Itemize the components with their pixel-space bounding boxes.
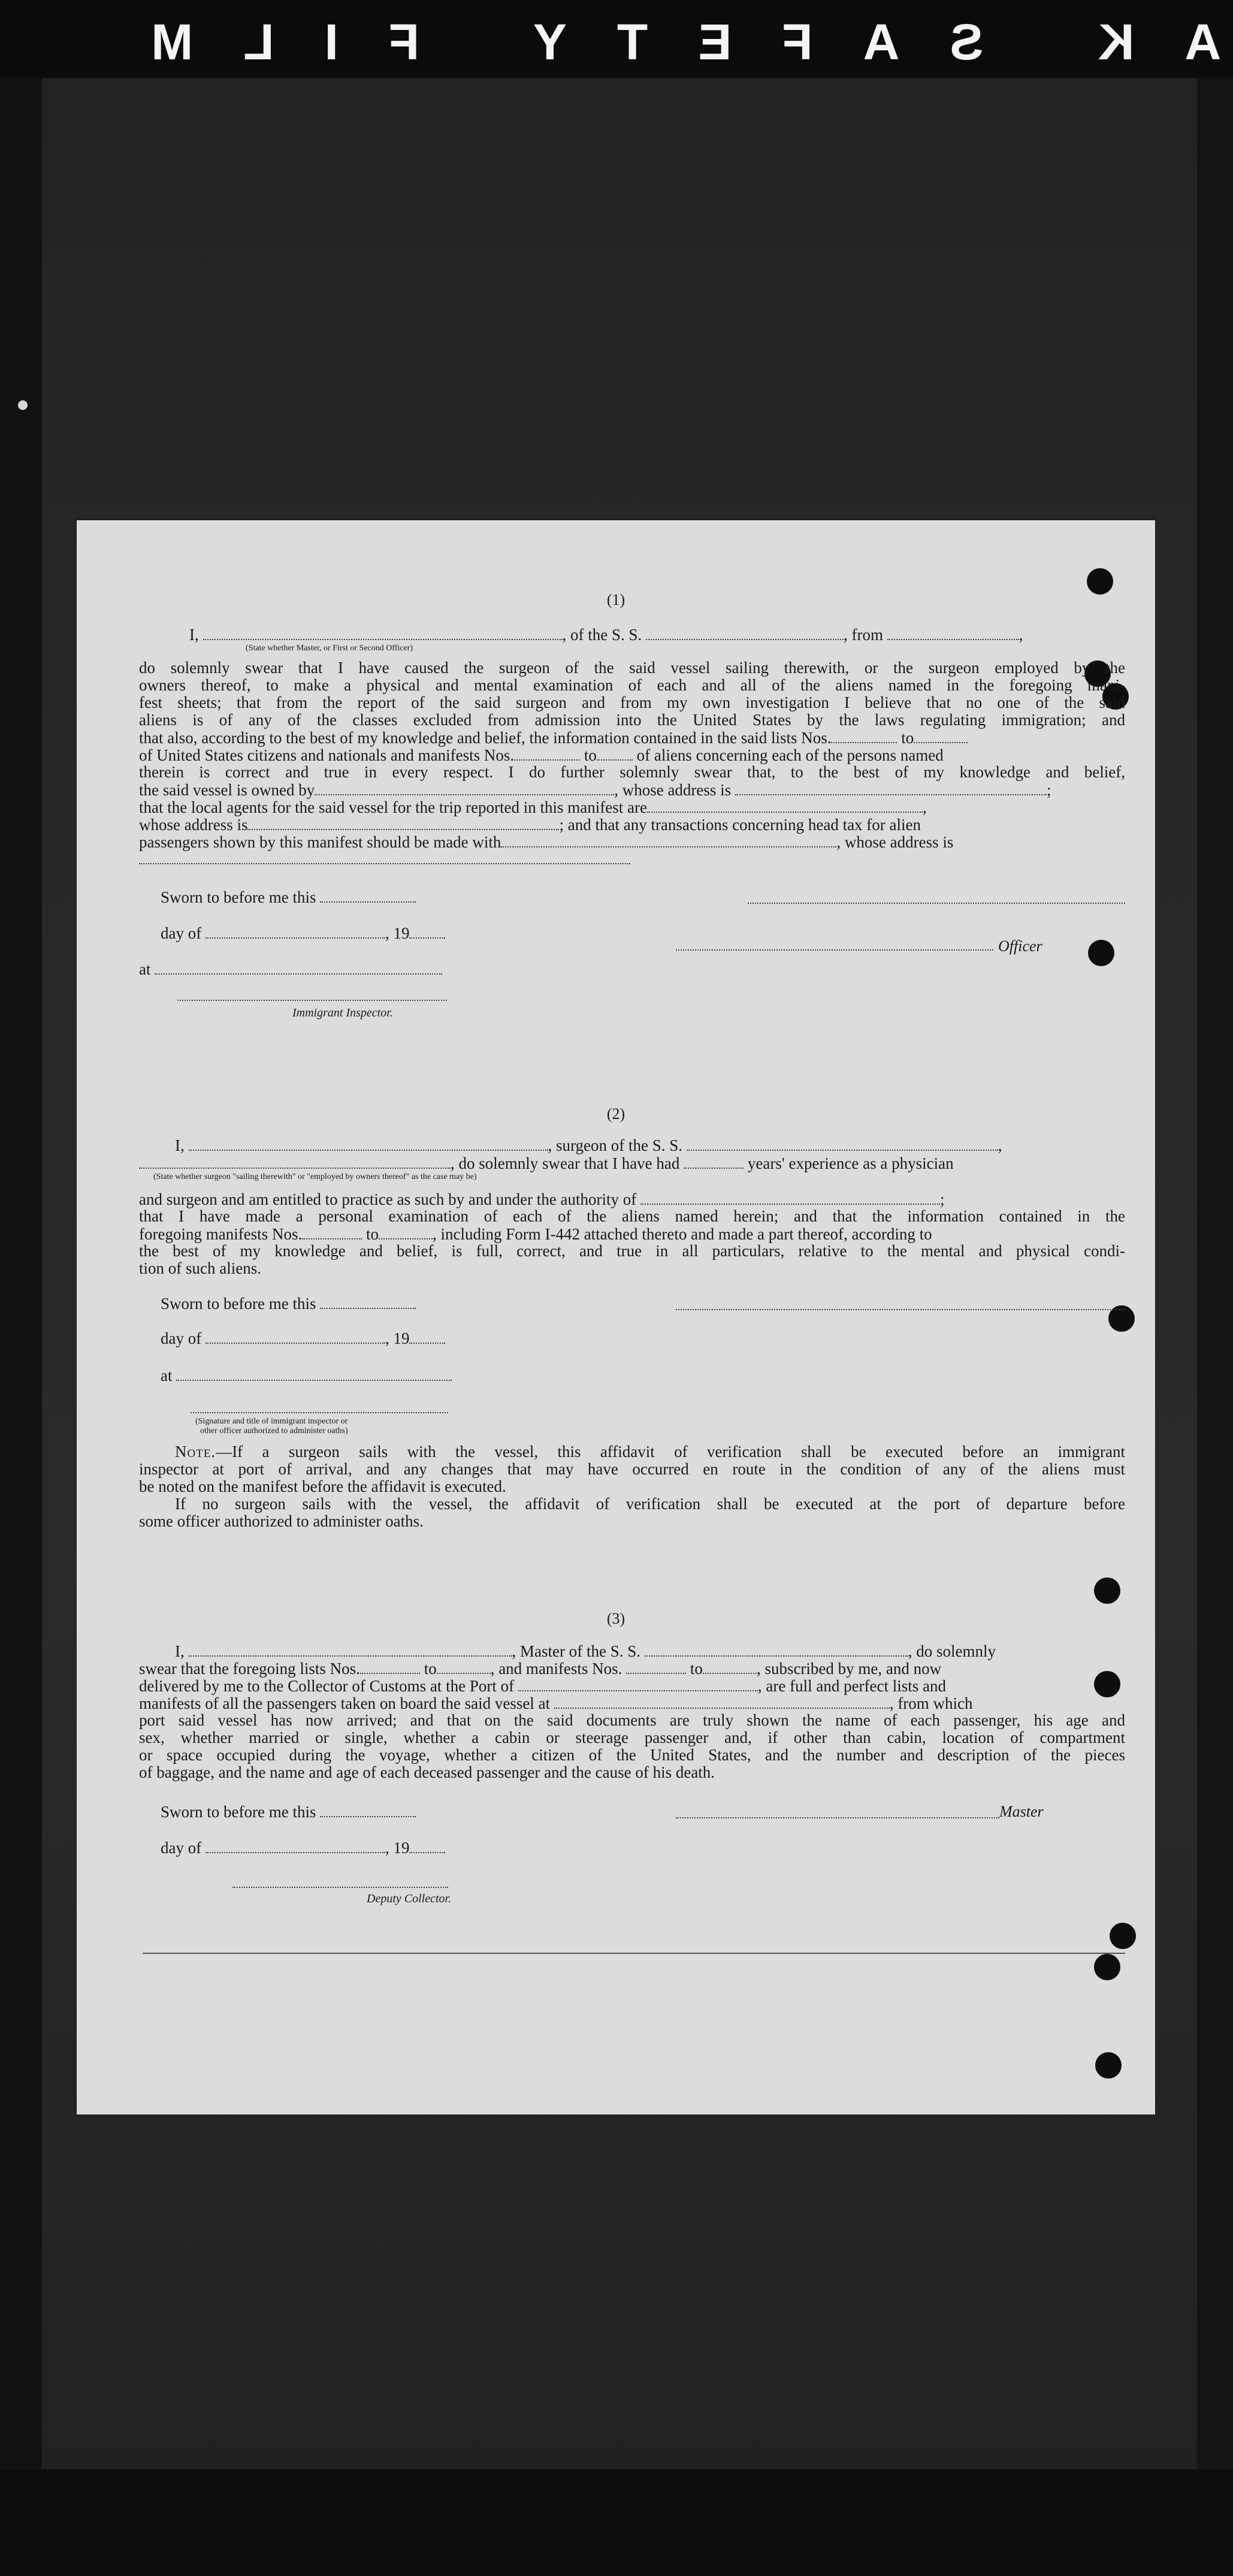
blank-month — [206, 924, 385, 939]
text: ; and that any transactions concerning head tax for alien — [559, 816, 921, 834]
section-3-line: or space occupied during the voyage, whether a citizen of the United States, and the number and description of the pieces — [139, 1746, 1125, 1764]
blank — [379, 1225, 433, 1239]
text: swear that the foregoing lists Nos. — [139, 1660, 360, 1678]
blank-day — [320, 888, 416, 903]
section-1-caption: (State whether Master, or First or Second Officer) — [246, 644, 413, 653]
film-speck — [18, 400, 28, 410]
blank-port — [518, 1677, 758, 1691]
blank-authority — [640, 1190, 940, 1205]
section-1-para-line — [139, 833, 1125, 851]
text: , and manifests Nos. — [490, 1660, 622, 1678]
section-3-line-1 — [139, 1642, 1125, 1660]
section-1-line-1: I, , of the S. S. , from , — [189, 626, 1023, 644]
section-3-line: sex, whether married or single, whether a cabin or steerage passenger and, if other than cabin, location of compartment — [139, 1729, 1125, 1747]
text: I, — [175, 1136, 185, 1154]
surgeon-signature-line — [676, 1309, 1125, 1310]
blank-agents-address — [247, 816, 559, 830]
text: to — [584, 746, 597, 764]
text: Sworn to before me this — [161, 1803, 316, 1821]
collector-label: Deputy Collector. — [367, 1892, 452, 1905]
text: passengers shown by this manifest should be made with — [139, 833, 501, 851]
text: to — [365, 1225, 379, 1243]
text: , Master of the S. S. — [512, 1642, 640, 1660]
text: I, — [175, 1642, 185, 1660]
blank — [626, 1660, 686, 1674]
text: that also, according to the best of my knowledge and belief, the information contained in the said lists Nos. — [139, 729, 832, 747]
film-left-edge — [0, 78, 42, 2576]
section-3-line-4 — [139, 1694, 1125, 1712]
text: to — [901, 729, 914, 747]
text: day of — [161, 924, 202, 942]
text: at — [139, 960, 151, 978]
inspector-signature-line — [191, 1412, 448, 1413]
text: the said vessel is owned by — [139, 781, 315, 799]
inspector-signature-line — [177, 1000, 447, 1001]
text: and surgeon and am entitled to practice as such by and under the authority of — [139, 1190, 637, 1208]
section-2-line: the best of my knowledge and belief, is full, correct, and true in all particulars, relative to the mental and physical condi- — [139, 1242, 1125, 1260]
film-header-strip — [0, 0, 1233, 78]
punch-hole — [1094, 1577, 1120, 1604]
blank — [437, 1660, 491, 1674]
text: some officer authorized to administer oaths. — [139, 1512, 424, 1530]
section-1-para-line: do solemnly swear that I have caused the surgeon of the said vessel sailing therewith, or the surgeon employed by the — [139, 659, 1125, 677]
section-2-at — [161, 1367, 580, 1384]
blank-surgeon-status — [139, 1154, 451, 1169]
text: day of — [161, 1839, 202, 1857]
section-2-caption: (State whether surgeon "sailing therewith" or "employed by owners thereof" as the case may be) — [153, 1172, 477, 1181]
section-3-day — [161, 1839, 580, 1857]
master-label: Master — [999, 1803, 1044, 1820]
punch-hole — [1095, 2052, 1122, 2079]
text: , are full and perfect lists and — [757, 1677, 947, 1695]
blank-ship-name — [645, 1642, 908, 1657]
blank-place — [155, 960, 442, 975]
blank — [703, 1660, 757, 1674]
blank — [831, 729, 897, 743]
text: , subscribed by me, and now — [756, 1660, 942, 1678]
blank-month — [206, 1329, 385, 1344]
text: foregoing manifests Nos. — [139, 1225, 303, 1243]
blank-year — [409, 924, 445, 939]
section-1-para-line — [139, 746, 1125, 764]
section-2-line-2 — [139, 1154, 1125, 1172]
section-2-sig-caption: other officer authorized to administer oaths) — [200, 1426, 348, 1435]
blank-years — [684, 1154, 744, 1169]
section-3-sworn — [161, 1803, 580, 1821]
section-1-para-line: the said vessel is owned by , whose address is ; — [139, 781, 1051, 799]
text: , whose address is — [836, 833, 954, 851]
film-edge-text: AK SAFETY FILM — [101, 14, 1221, 70]
text: manifests of all the passengers taken on board the said vessel at — [139, 1694, 551, 1712]
section-1-para-line: owners thereof, to make a physical and mental examination of each and all of the aliens named in the foregoing mani- — [139, 676, 1125, 694]
text: inspector at port of arrival, and any changes that may have occurred en route in the condition of any of the aliens must — [139, 1460, 1125, 1478]
blank — [597, 746, 633, 761]
section-2-line: that I have made a personal examination of each of the aliens named herein; and that the information contained in the — [139, 1207, 1125, 1225]
document-page — [77, 520, 1155, 2115]
punch-hole — [1110, 1923, 1136, 1949]
text: be noted on the manifest before the affidavit is executed. — [139, 1477, 506, 1495]
text: at — [161, 1367, 173, 1384]
blank-rank — [203, 626, 563, 640]
text: , whose address is — [614, 781, 732, 799]
section-3-number: (3) — [606, 1610, 625, 1627]
section-1-day — [161, 924, 580, 942]
section-1-para-line: fest sheets; that from the report of the said surgeon and from my own investigation I believe that no one of the said — [139, 693, 1125, 711]
blank-ship-name — [687, 1136, 998, 1151]
text: I, — [189, 626, 199, 644]
section-2-line-5 — [139, 1225, 1125, 1243]
blank — [302, 1225, 362, 1239]
officer-label: Officer — [998, 937, 1042, 955]
blank-agents — [647, 798, 923, 813]
text: to — [424, 1660, 437, 1678]
inspector-label: Immigrant Inspector. — [292, 1006, 393, 1019]
text: whose address is — [139, 816, 248, 834]
blank-day — [320, 1295, 416, 1309]
blank — [514, 746, 580, 761]
blank-from — [887, 626, 1019, 640]
blank-owner-address — [735, 781, 1047, 795]
section-2-sig-caption: (Signature and title of immigrant inspector or — [195, 1417, 348, 1426]
master-signature-line — [676, 1817, 999, 1818]
section-2-line-1: I, , surgeon of the S. S. , — [175, 1136, 1002, 1154]
blank-month — [206, 1839, 385, 1853]
film-bottom-band — [0, 2469, 1233, 2576]
text: Sworn to before me this — [161, 888, 316, 906]
section-3-line: port said vessel has now arrived; and that on the said documents are truly shown the name of each passenger, his age and — [139, 1711, 1125, 1729]
section-2-day — [161, 1329, 580, 1347]
blank-master-name — [189, 1642, 512, 1657]
text: of aliens concerning each of the persons named — [636, 746, 944, 764]
text: , from which — [889, 1694, 973, 1712]
text: that the local agents for the said vessel for the trip reported in this manifest are — [139, 798, 647, 816]
film-right-edge — [1197, 78, 1233, 2576]
blank-year — [409, 1329, 445, 1344]
text: , surgeon of the S. S. — [548, 1136, 683, 1154]
text: , of the S. S. — [562, 626, 642, 644]
text: , 19 — [385, 1839, 410, 1857]
text: years' experience as a physician — [747, 1154, 954, 1172]
blank-place — [176, 1367, 452, 1381]
blank-year — [409, 1839, 445, 1853]
blank — [914, 729, 968, 743]
section-1-para-line: aliens is of any of the classes excluded from admission into the United States by the laws regulating immigration; and — [139, 711, 1125, 729]
punch-hole — [1088, 940, 1114, 966]
section-2-sworn — [161, 1295, 580, 1313]
punch-hole — [1094, 1954, 1120, 1980]
collector-signature-line — [232, 1887, 448, 1888]
blank-surgeon-name — [189, 1136, 548, 1151]
blank-address-continued — [139, 863, 630, 864]
text: , 19 — [385, 924, 410, 942]
section-1-para-line: therein is correct and true in every respect. I do further solemnly swear that, to the best of my knowledge and belief, — [139, 763, 1125, 781]
note-label: Note. — [175, 1443, 216, 1461]
text: , from — [844, 626, 883, 644]
section-1-para-line — [139, 729, 1125, 747]
blank-head-tax — [501, 833, 836, 847]
section-3-line: of baggage, and the name and age of each deceased passenger and the cause of his death. — [139, 1764, 715, 1781]
blank — [360, 1660, 420, 1674]
blank-ship-name — [646, 626, 844, 640]
text: day of — [161, 1329, 202, 1347]
section-1-at — [139, 960, 558, 978]
section-3-line-2 — [139, 1660, 1125, 1678]
blank-owner — [315, 781, 614, 795]
section-1-para-line — [139, 816, 1125, 834]
text: Sworn to before me this — [161, 1295, 316, 1313]
text: , do solemnly — [908, 1642, 996, 1660]
section-2-number: (2) — [606, 1105, 625, 1123]
section-2-note — [139, 1443, 1125, 1530]
bottom-rule — [143, 1953, 1125, 1954]
officer-signature-line — [748, 903, 1125, 904]
blank-day — [320, 1803, 416, 1817]
section-2-line: tion of such aliens. — [139, 1260, 261, 1277]
text: to — [690, 1660, 703, 1678]
text: —If a surgeon sails with the vessel, this affidavit of verification shall be executed before an immigrant — [216, 1443, 1125, 1461]
text: , do solemnly swear that I have had — [451, 1154, 680, 1172]
section-3-line-3 — [139, 1677, 1125, 1695]
officer-line — [676, 949, 993, 951]
section-2-line-3: and surgeon and am entitled to practice as such by and under the authority of ; — [139, 1190, 945, 1208]
text: , including Form I-442 attached thereto and made a part thereof, according to — [432, 1225, 932, 1243]
text: of United States citizens and nationals and manifests Nos. — [139, 746, 515, 764]
section-1-number: (1) — [606, 591, 625, 608]
blank-departure-port — [554, 1694, 890, 1709]
text: , 19 — [385, 1329, 410, 1347]
text: delivered by me to the Collector of Customs at the Port of — [139, 1677, 515, 1695]
section-1-para-line: that the local agents for the said vessel for the trip reported in this manifest are , — [139, 798, 927, 816]
text: If no surgeon sails with the vessel, the affidavit of verification shall be executed at the port of departure before — [175, 1495, 1125, 1513]
